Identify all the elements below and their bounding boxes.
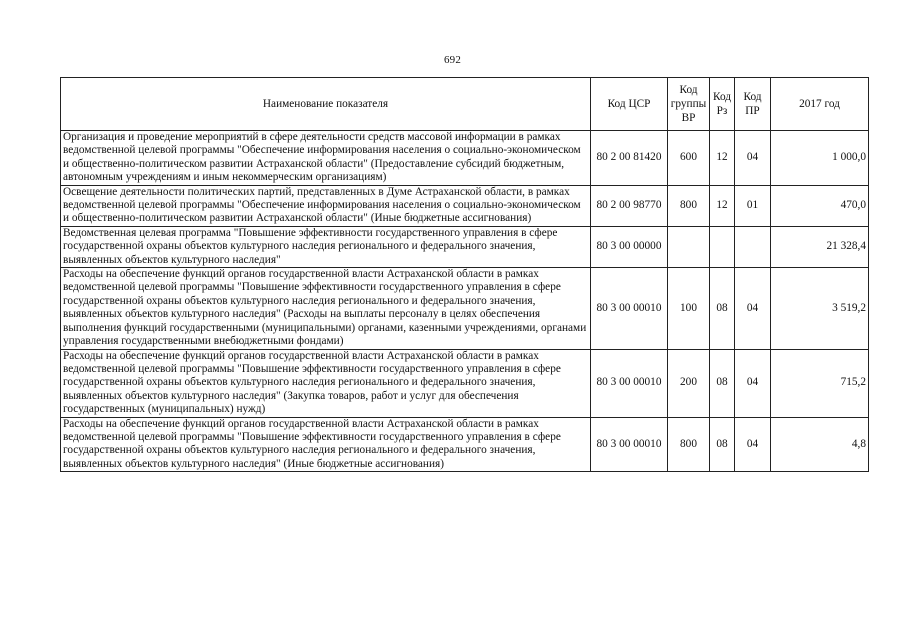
- row-csr-code: 80 3 00 00000: [591, 226, 668, 267]
- row-pr-code: 01: [735, 185, 771, 226]
- row-pr-code: 04: [735, 417, 771, 472]
- table-row: [61, 349, 869, 417]
- row-name: Расходы на обеспечение функций органов государственной власти Астраханской области в рамках ведомственной целевой программы "Повышение эффективности государственного управления в сфере государственной охраны объектов культурного наследия регионального и федерального значения, выявленных объектов культурного наследия" (Иные бюджетные ассигнования): [61, 417, 591, 472]
- row-csr-code: 80 2 00 98770: [591, 185, 668, 226]
- header-vr-code: Код группы ВР: [668, 78, 710, 131]
- header-name: Наименование показателя: [61, 78, 591, 131]
- row-rz-code: [710, 226, 735, 267]
- row-rz-code: 08: [710, 349, 735, 417]
- row-pr-code: 04: [735, 349, 771, 417]
- row-rz-code: 08: [710, 268, 735, 349]
- row-csr-code: 80 3 00 00010: [591, 268, 668, 349]
- row-pr-code: 04: [735, 268, 771, 349]
- header-year-2017: 2017 год: [771, 78, 869, 131]
- row-pr-code: [735, 226, 771, 267]
- header-rz-code: Код Рз: [710, 78, 735, 131]
- row-vr-code: 100: [668, 268, 710, 349]
- row-amount: 715,2: [771, 349, 869, 417]
- table-row: [61, 268, 869, 349]
- row-rz-code: 12: [710, 185, 735, 226]
- row-amount: 3 519,2: [771, 268, 869, 349]
- row-amount: 1 000,0: [771, 131, 869, 186]
- row-name: Освещение деятельности политических партий, представленных в Думе Астраханской области, в рамках ведомственной целевой программы "Обеспечение информирования населения о социально-экономическом и общественно-политическом развитии Астраханской области" (Иные бюджетные ассигнования): [61, 185, 591, 226]
- row-vr-code: 800: [668, 417, 710, 472]
- row-rz-code: 12: [710, 131, 735, 186]
- row-vr-code: 800: [668, 185, 710, 226]
- row-amount: 4,8: [771, 417, 869, 472]
- row-csr-code: 80 3 00 00010: [591, 417, 668, 472]
- table-row: [61, 226, 869, 267]
- header-pr-code: Код ПР: [735, 78, 771, 131]
- table-header-row: [61, 78, 869, 131]
- row-amount: 470,0: [771, 185, 869, 226]
- row-name: Организация и проведение мероприятий в сфере деятельности средств массовой информации в рамках ведомственной целевой программы "Обеспечение информирования населения о социально-экономическом и общественно-политическом развитии Астраханской области" (Предоставление субсидий бюджетным, автономным учреждениям и иным некоммерческим организациям): [61, 131, 591, 186]
- row-vr-code: 200: [668, 349, 710, 417]
- row-amount: 21 328,4: [771, 226, 869, 267]
- budget-table: [60, 77, 869, 472]
- row-rz-code: 08: [710, 417, 735, 472]
- table-row: [61, 417, 869, 472]
- row-name: Ведомственная целевая программа "Повышение эффективности государственного управления в сфере государственной охраны объектов культурного наследия регионального и федерального значения, выявленных объектов культурного наследия": [61, 226, 591, 267]
- row-name: Расходы на обеспечение функций органов государственной власти Астраханской области в рамках ведомственной целевой программы "Повышение эффективности государственного управления в сфере государственной охраны объектов культурного наследия регионального и федерального значения, выявленных объектов культурного наследия" (Закупка товаров, работ и услуг для обеспечения государственных (муниципальных) нужд): [61, 349, 591, 417]
- row-pr-code: 04: [735, 131, 771, 186]
- table-row: [61, 131, 869, 186]
- header-csr-code: Код ЦСР: [591, 78, 668, 131]
- row-name: Расходы на обеспечение функций органов государственной власти Астраханской области в рамках ведомственной целевой программы "Повышение эффективности государственного управления в сфере государственной охраны объектов культурного наследия регионального и федерального значения, выявленных объектов культурного наследия" (Расходы на выплаты персоналу в целях обеспечения выполнения функций государственными (муниципальными) органами, казенными учреждениями, органами управления государственными внебюджетными фондами): [61, 268, 591, 349]
- page-number: 692: [443, 54, 462, 66]
- row-csr-code: 80 2 00 81420: [591, 131, 668, 186]
- row-csr-code: 80 3 00 00010: [591, 349, 668, 417]
- table-row: [61, 185, 869, 226]
- row-vr-code: 600: [668, 131, 710, 186]
- row-vr-code: [668, 226, 710, 267]
